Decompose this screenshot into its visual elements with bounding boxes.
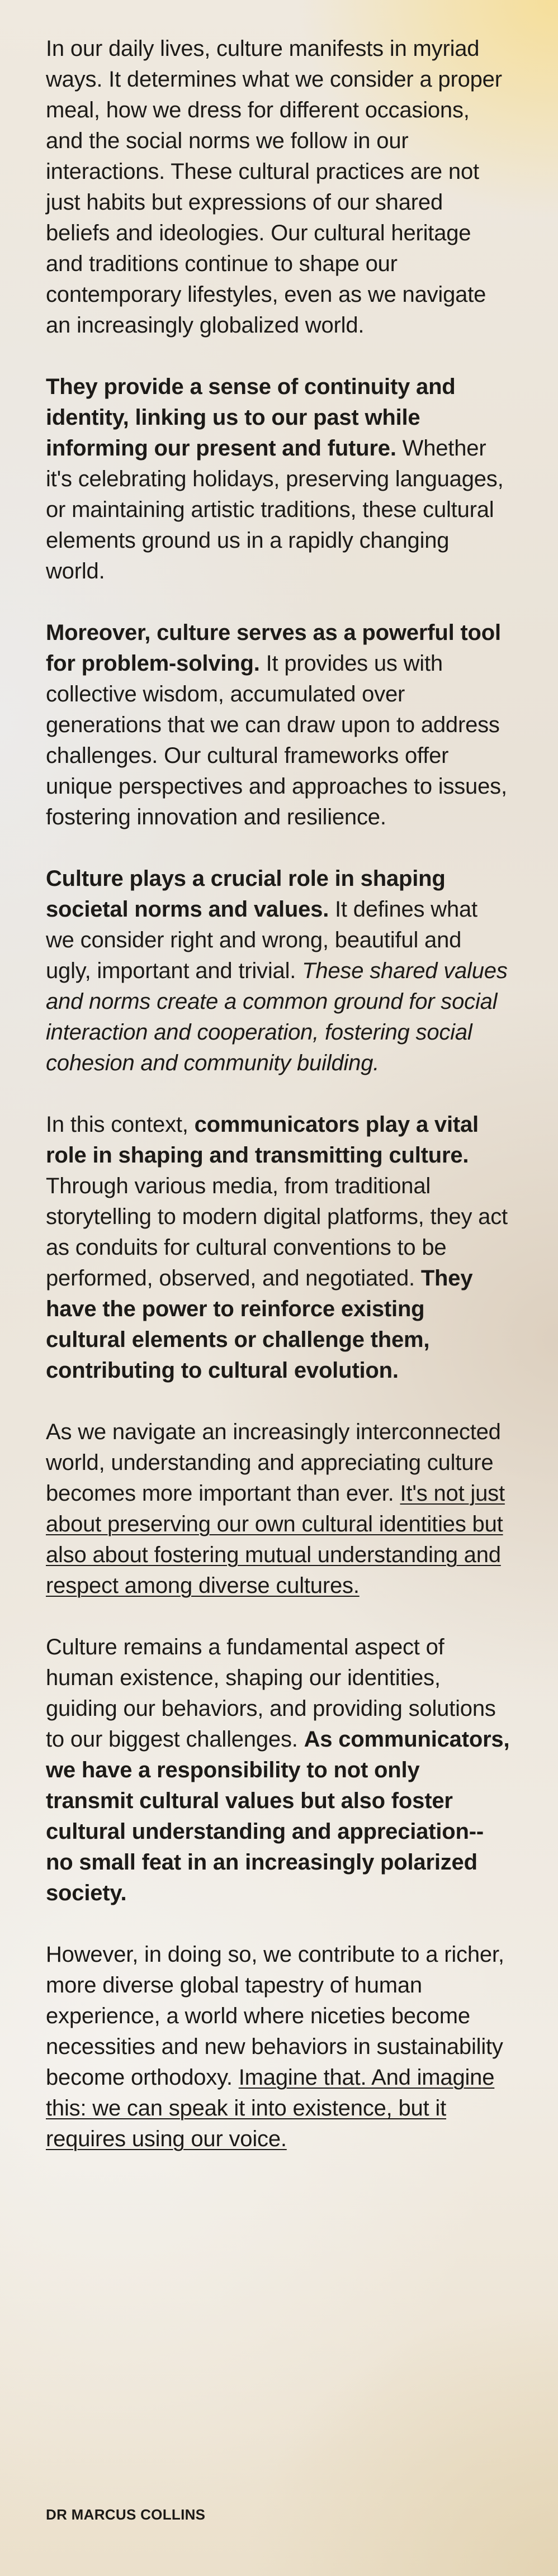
paragraph-interconnected-world xyxy=(46,1417,510,1601)
paragraph-problem-solving xyxy=(46,618,510,833)
paragraph-richer-tapestry xyxy=(46,1939,510,2155)
paragraph-text: It defines what we consider right and wrong, beautiful and ugly, important and trivial. xyxy=(46,897,477,983)
bold-statement: Moreover, culture serves as a powerful tool for problem-solving. xyxy=(46,620,501,676)
paragraph-text: However, in doing so, we contribute to a richer, more diverse global tapestry of human experience, a world where niceties become necessities and new behaviors in sustainability become orthodoxy. xyxy=(46,1942,504,2090)
bold-statement: communicators play a vital role in shaping and transmitting culture. xyxy=(46,1112,479,1168)
paragraph-text: Culture remains a fundamental aspect of human existence, shaping our identities, guiding our behaviors, and providing solutions to our biggest challenges. xyxy=(46,1635,496,1752)
bold-statement: Culture plays a crucial role in shaping societal norms and values. xyxy=(46,866,446,922)
paragraph-text: In our daily lives, culture manifests in myriad ways. It determines what we consider a proper meal, how we dress for different occasions, and the social norms we follow in our interactions. These cultural practices are not just habits but expressions of our shared beliefs and ideologies. Our cultural heritage and traditions continue to shape our contemporary lifestyles, even as we navigate an increasingly globalized world. xyxy=(46,36,502,338)
paragraph-text: Whether it's celebrating holidays, preserving languages, or maintaining artistic traditions, these cultural elements ground us in a rapidly changing world. xyxy=(46,436,504,583)
paragraph-text: Through various media, from traditional storytelling to modern digital platforms, they act as conduits for cultural conventions to be performed, observed, and negotiated. xyxy=(46,1174,508,1291)
paragraph-text: As we navigate an increasingly interconnected world, understanding and appreciating culture becomes more important than ever. xyxy=(46,1420,501,1506)
paragraph-daily-lives xyxy=(46,34,510,341)
underlined-link[interactable]: Imagine that. And imagine this: we can speak it into existence, but it requires using our voice. xyxy=(46,2065,495,2151)
paragraph-societal-norms xyxy=(46,864,510,1079)
paragraph-text: It provides us with collective wisdom, accumulated over generations that we can draw upon to address challenges. Our cultural frameworks offer unique perspectives and approaches to issues, fostering innovation and resilience. xyxy=(46,651,507,829)
paragraph-continuity xyxy=(46,372,510,587)
bold-statement: They provide a sense of continuity and identity, linking us to our past while informing our present and future. xyxy=(46,374,456,461)
underlined-link[interactable]: It's not just about preserving our own cultural identities but also about fostering mutual understanding and respect among diverse cultures. xyxy=(46,1481,505,1598)
paragraph-fundamental-aspect xyxy=(46,1632,510,1909)
paragraph-text: In this context, xyxy=(46,1112,195,1137)
italic-statement: These shared values and norms create a common ground for social interaction and cooperation, fostering social cohesion and community building. xyxy=(46,959,508,1075)
author-signature: DR MARCUS COLLINS xyxy=(46,2506,206,2523)
bold-statement: As communicators, we have a responsibility to not only transmit cultural values but also foster cultural understanding and appreciation--no small feat in an increasingly polarized society. xyxy=(46,1727,510,1905)
paragraph-communicators xyxy=(46,1109,510,1386)
bold-statement: They have the power to reinforce existing cultural elements or challenge them, contributing to cultural evolution. xyxy=(46,1266,473,1383)
article-body xyxy=(46,34,510,2185)
